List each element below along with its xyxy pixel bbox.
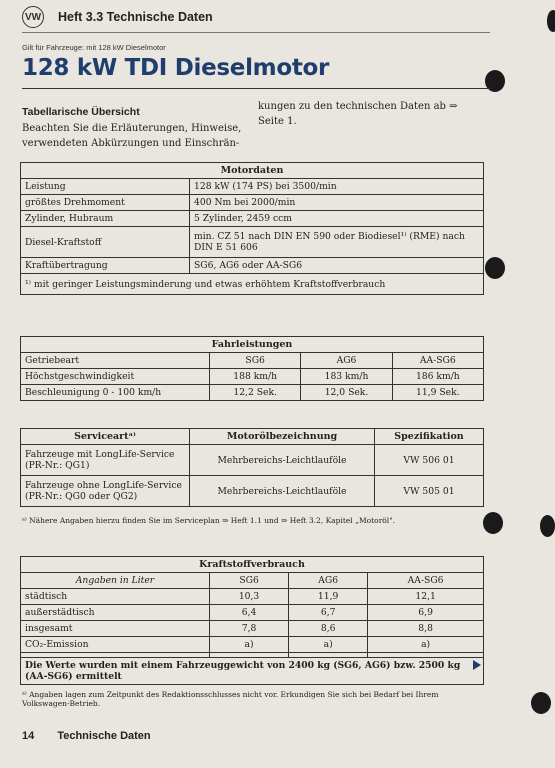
table-row: außerstädtisch 6,4 6,7 6,9 bbox=[21, 605, 484, 621]
footer-chapter: Technische Daten bbox=[57, 730, 151, 742]
service-footnote: ᵃ⁾ Nähere Angaben hierzu finden Sie im Serviceplan ⇒ Heft 1.1 und ⇒ Heft 3.2, Kapitel „Motoröl". bbox=[22, 516, 396, 525]
header-divider bbox=[22, 32, 490, 33]
table-row: Getriebeart SG6 AG6 AA-SG6 bbox=[21, 353, 484, 369]
table-row: Kraftübertragung SG6, AG6 oder AA-SG6 bbox=[21, 258, 484, 274]
table-row: Diesel-Kraftstoff min. CZ 51 nach DIN EN 590 oder Biodiesel¹⁾ (RME) nach DIN E 51 606 bbox=[21, 227, 484, 258]
table-title: Kraftstoffverbrauch bbox=[21, 557, 484, 573]
performance-table bbox=[20, 336, 484, 401]
table-row: CO₂-Emission a) a) a) bbox=[21, 637, 484, 653]
section-title: Heft 3.3 Technische Daten bbox=[58, 10, 213, 24]
column-header: Serviceartᵃ⁾ bbox=[21, 429, 190, 445]
intro-text-left: Beachten Sie die Erläuterungen, Hinweise, verwendeten Abkürzungen und Einschrän- bbox=[22, 123, 242, 149]
table-row: Beschleunigung 0 - 100 km/h 12,2 Sek. 12,0 Sek. 11,9 Sek. bbox=[21, 385, 484, 401]
column-header: Motorölbezeichnung bbox=[190, 429, 375, 445]
table-row: größtes Drehmoment 400 Nm bei 2000/min bbox=[21, 195, 484, 211]
page-number: 14 bbox=[22, 730, 35, 742]
engine-data-table bbox=[20, 162, 484, 295]
validity-note: Gilt für Fahrzeuge: mit 128 kW Dieselmotor bbox=[22, 43, 166, 52]
table-title: Fahrleistungen bbox=[21, 337, 484, 353]
continue-arrow-icon bbox=[473, 660, 481, 670]
binder-hole bbox=[485, 257, 505, 279]
table-row: Zylinder, Hubraum 5 Zylinder, 2459 ccm bbox=[21, 211, 484, 227]
page-footer bbox=[22, 730, 171, 742]
service-table bbox=[20, 428, 484, 507]
table-row: städtisch 10,3 11,9 12,1 bbox=[21, 589, 484, 605]
table-row: insgesamt 7,8 8,6 8,8 bbox=[21, 621, 484, 637]
vw-logo-icon: VW bbox=[22, 6, 44, 28]
binder-hole bbox=[547, 10, 555, 32]
page-header bbox=[22, 6, 213, 28]
binder-hole bbox=[540, 515, 555, 537]
table-row: Fahrzeuge ohne LongLife-Service (PR-Nr.: QG0 oder QG2) Mehrbereichs-Leichtlauföle VW 505 01 bbox=[21, 476, 484, 507]
fuel-consumption-table bbox=[20, 556, 484, 685]
table-footnote: Die Werte wurden mit einem Fahrzeuggewicht von 2400 kg (SG6, AG6) bzw. 2500 kg (AA-SG6) ermittelt bbox=[21, 658, 484, 685]
table-row: Höchstgeschwindigkeit 188 km/h 183 km/h 186 km/h bbox=[21, 369, 484, 385]
title-divider bbox=[22, 88, 490, 89]
table-row: Angaben in Liter SG6 AG6 AA-SG6 bbox=[21, 573, 484, 589]
table-title: Motordaten bbox=[21, 163, 484, 179]
fuel-footnote: ᵃ⁾ Angaben lagen zum Zeitpunkt des Redaktionsschlusses nicht vor. Erkundigen Sie sich bei Bedarf bei Ihrem Volkswagen-Betrieb. bbox=[22, 690, 439, 708]
page-title: 128 kW TDI Dieselmotor bbox=[22, 55, 330, 81]
intro-text-right: kungen zu den technischen Daten ab ⇒ Seite 1. bbox=[258, 101, 458, 127]
table-row: Leistung 128 kW (174 PS) bei 3500/min bbox=[21, 179, 484, 195]
table-footnote: ¹⁾ mit geringer Leistungsminderung und etwas erhöhtem Kraftstoffverbrauch bbox=[21, 274, 484, 295]
binder-hole bbox=[531, 692, 551, 714]
subheading: Tabellarische Übersicht bbox=[22, 106, 140, 118]
table-row: Fahrzeuge mit LongLife-Service (PR-Nr.: QG1) Mehrbereichs-Leichtlauföle VW 506 01 bbox=[21, 445, 484, 476]
binder-hole bbox=[483, 512, 503, 534]
column-header: Spezifikation bbox=[375, 429, 484, 445]
